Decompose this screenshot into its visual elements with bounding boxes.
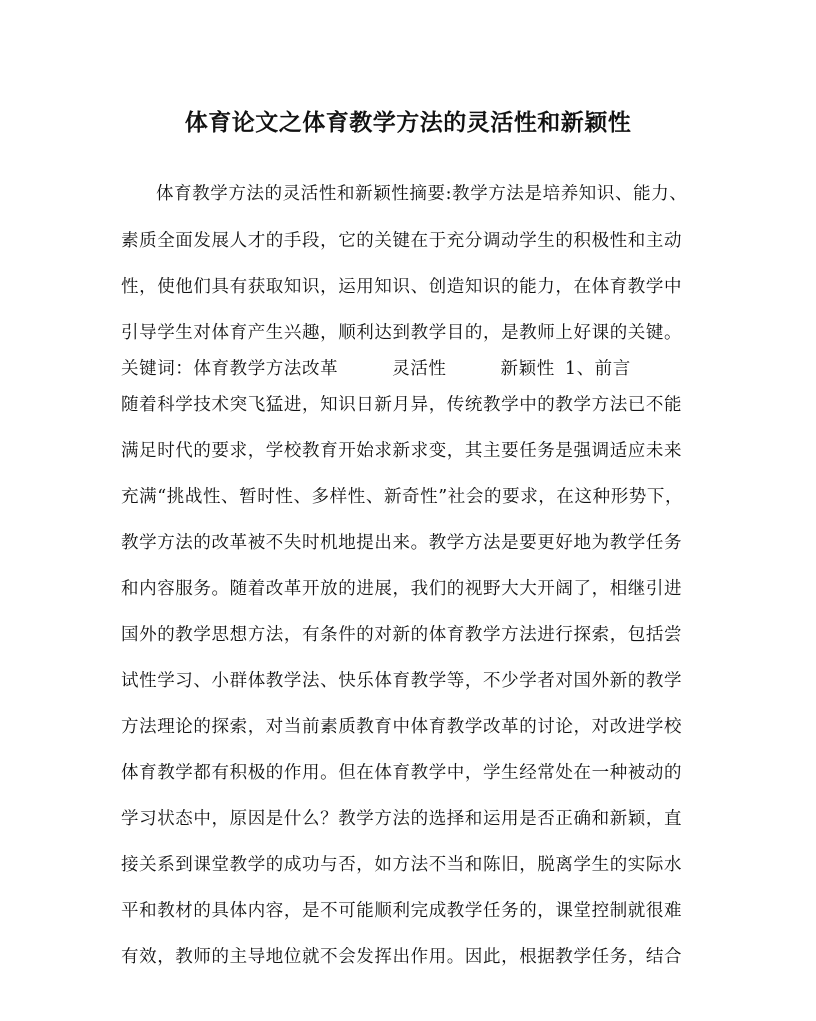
paragraph-line: 方法理论的探索，对当前素质教育中体育教学改革的讨论，对改进学校 [121, 717, 683, 737]
paragraph-line: 接关系到课堂教学的成功与否，如方法不当和陈旧，脱离学生的实际水 [121, 855, 683, 875]
document-title: 体育论文之体育教学方法的灵活性和新颖性 [184, 109, 632, 136]
paragraph-line: 国外的教学思想方法，有条件的对新的体育教学方法进行探索，包括尝 [121, 625, 683, 645]
paragraph-line: 素质全面发展人才的手段，它的关键在于充分调动学生的积极性和主动 [121, 231, 683, 251]
paragraph-line: 体育教学方法的灵活性和新颖性摘要:教学方法是培养知识、能力、 [156, 184, 688, 204]
keyword-item: 灵活性 [392, 359, 447, 379]
paragraph-line: 和内容服务。随着改革开放的进展，我们的视野大大开阔了，相继引进 [121, 579, 683, 599]
paragraph-line: 体育教学都有积极的作用。但在体育教学中，学生经常处在一种被动的 [121, 763, 683, 783]
paragraph-line: 有效，教师的主导地位就不会发挥出作用。因此，根据教学任务，结合 [121, 947, 683, 967]
keywords-line [121, 357, 631, 381]
paragraph-line: 学习状态中，原因是什么？教学方法的选择和运用是否正确和新颖，直 [121, 809, 683, 829]
paragraph-line: 引导学生对体育产生兴趣，顺利达到教学目的，是教师上好课的关键。 [121, 323, 683, 343]
keywords-label: 关键词： [121, 359, 194, 379]
keyword-item: 体育教学方法改革 [193, 359, 339, 379]
paragraph-line: 满足时代的要求，学校教育开始求新求变，其主要任务是强调适应未来 [121, 441, 683, 461]
section-heading: 1、前言 [564, 359, 631, 379]
paragraph-line: 教学方法的改革被不失时机地提出来。教学方法是要更好地为教学任务 [121, 533, 683, 553]
paragraph-line: 试性学习、小群体教学法、快乐体育教学等，不少学者对国外新的教学 [121, 671, 683, 691]
keyword-item: 新颖性 [500, 359, 555, 379]
paragraph-line: 平和教材的具体内容，是不可能顺利完成教学任务的，课堂控制就很难 [121, 901, 683, 921]
paragraph-line: 性，使他们具有获取知识，运用知识、创造知识的能力，在体育教学中 [121, 277, 683, 297]
paragraph-line: 随着科学技术突飞猛进，知识日新月异，传统教学中的教学方法已不能 [121, 395, 683, 415]
paragraph-line: 充满“挑战性、暂时性、多样性、新奇性”社会的要求，在这种形势下， [121, 487, 684, 507]
